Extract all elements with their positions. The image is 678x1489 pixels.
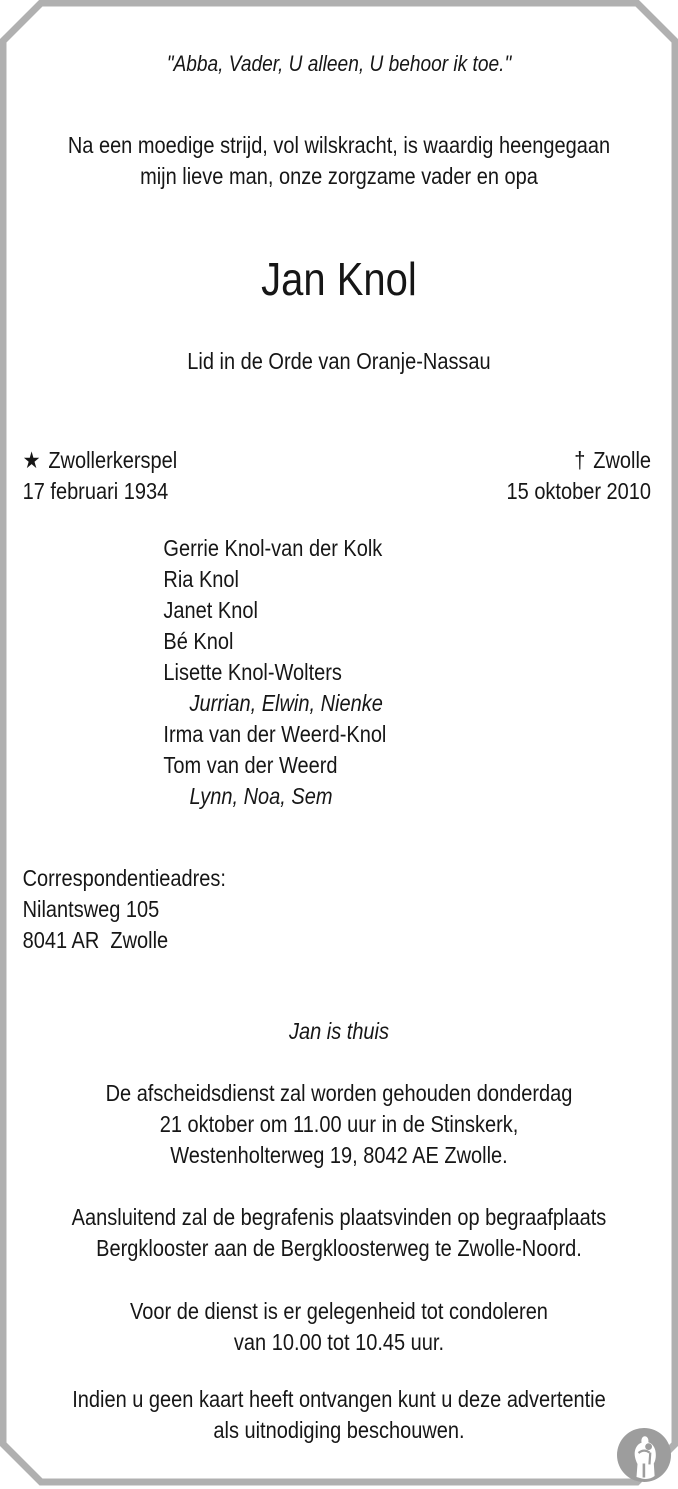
intro-line-2: mijn lieve man, onze zorgzame vader en opa [140, 163, 538, 189]
correspondence-city: 8041 AR Zwolle [22, 927, 169, 953]
death-place: Zwolle [593, 447, 652, 473]
birth-death-block [0, 445, 678, 507]
family-member: Bé Knol [163, 628, 234, 654]
family-member: Janet Knol [163, 597, 258, 623]
correspondence-address [0, 863, 678, 956]
grandchildren-line: Jurrian, Elwin, Nienke [189, 690, 383, 716]
birth-star-icon: ★ [22, 447, 41, 473]
burial-line-1: Aansluitend zal de begrafenis plaatsvinden op begraafplaats [71, 1204, 607, 1230]
condolence-line-1: Voor de dienst is er gelegenheid tot condoleren [130, 1298, 548, 1324]
death-date: 15 oktober 2010 [506, 478, 652, 504]
family-member: Tom van der Weerd [163, 752, 338, 778]
service-paragraph [0, 1078, 678, 1171]
birth-date: 17 februari 1934 [22, 478, 169, 504]
correspondence-label: Correspondentieadres: [22, 865, 226, 891]
service-line-2: 21 oktober om 11.00 uur in de Stinskerk, [159, 1111, 519, 1137]
honor-title: Lid in de Orde van Oranje-Nassau [187, 348, 491, 374]
service-line-3: Westenholterweg 19, 8042 AE Zwolle. [170, 1142, 508, 1168]
deceased-name: Jan Knol [261, 253, 417, 305]
birth-place-line [23, 445, 178, 476]
condolence-line-2: van 10.00 tot 10.45 uur. [233, 1329, 445, 1355]
family-member: Lisette Knol-Wolters [163, 659, 342, 685]
condolence-paragraph [0, 1296, 678, 1358]
opening-quote: "Abba, Vader, U alleen, U behoor ik toe." [166, 51, 512, 76]
death-info [507, 445, 652, 507]
intro-line-1: Na een moedige strijd, vol wilskracht, is waardig heengegaan [67, 132, 611, 158]
birth-info [23, 445, 178, 507]
family-member: Gerrie Knol-van der Kolk [163, 535, 383, 561]
invitation-paragraph [0, 1384, 678, 1446]
grandchildren-line: Lynn, Noa, Sem [189, 783, 333, 809]
death-cross-icon: † [574, 447, 586, 473]
invitation-line-1: Indien u geen kaart heeft ontvangen kunt u deze advertentie [72, 1386, 606, 1412]
burial-paragraph [0, 1202, 678, 1264]
correspondence-street: Nilantsweg 105 [22, 896, 160, 922]
family-member: Ria Knol [163, 566, 239, 592]
family-list [0, 533, 678, 812]
invitation-line-2: als uitnodiging beschouwen. [213, 1417, 465, 1443]
service-line-1: De afscheidsdienst zal worden gehouden donderdag [105, 1080, 573, 1106]
intro-paragraph [0, 130, 678, 192]
family-member: Irma van der Weerd-Knol [163, 721, 387, 747]
status-line: Jan is thuis [288, 1018, 389, 1044]
burial-line-2: Bergklooster aan de Bergkloosterweg te Zwolle-Noord. [96, 1235, 582, 1261]
funeral-home-logo [615, 1426, 673, 1484]
death-place-line [507, 445, 652, 476]
birth-place: Zwollerkerspel [48, 447, 178, 473]
